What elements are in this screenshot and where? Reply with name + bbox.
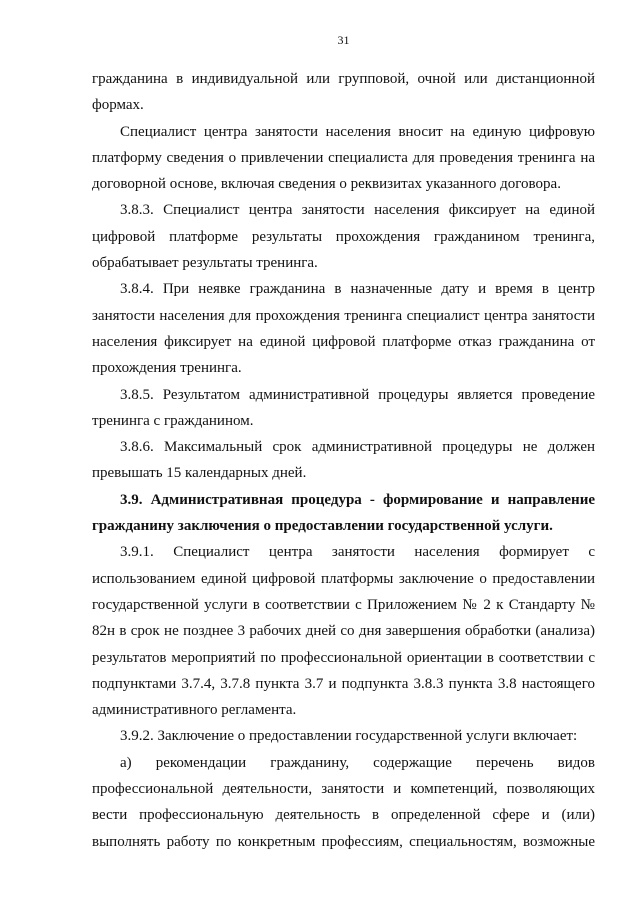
paragraph-3-8-3: 3.8.3. Специалист центра занятости населения фиксирует на единой цифровой платформе результаты прохождения гражданином тренинга, обрабатывает результаты тренинга. <box>92 202 595 272</box>
document-page <box>92 30 595 855</box>
paragraph-3-9-1: 3.9.1. Специалист центра занятости населения формирует с использованием единой цифровой платформы заключение о предоставлении государственной услуги в соответствии с Приложением № 2 к Стандарту № 82н в срок не позднее 3 рабочих дней со дня завершения обработки (анализа) результатов мероприятий по профессиональной ориентации в соответствии с подпунктами 3.7.4, 3.7.8 пункта 3.7 и подпункта 3.8.3 пункта 3.8 настоящего административного регламента. <box>92 544 595 719</box>
paragraph-3-9-2: 3.9.2. Заключение о предоставлении государственной услуги включает: <box>120 728 578 745</box>
paragraph-continuation: гражданина в индивидуальной или групповой, очной или дистанционной формах. <box>92 71 595 114</box>
paragraph-specialist-platform: Специалист центра занятости населения вносит на единую цифровую платформу сведения о привлечении специалиста для проведения тренинга на договорной основе, включая сведения о реквизитах указанного договора. <box>92 123 595 193</box>
page-number: 31 <box>337 33 350 47</box>
paragraph-item-a: а) рекомендации гражданину, содержащие перечень видов профессиональной деятельности, занятости и компетенций, позволяющих вести профессиональную деятельность в определенной сфере и (или) выполнять работу по конкретным профессиям, специальностям, возможные <box>92 754 595 850</box>
paragraph-3-8-4: 3.8.4. При неявке гражданина в назначенные дату и время в центр занятости населения для прохождения тренинга специалист центра занятости населения фиксирует на единой цифровой платформе отказ гражданина от прохождения тренинга. <box>92 281 595 377</box>
heading-3-9: 3.9. Административная процедура - формирование и направление гражданину заключения о предоставлении государственной услуги. <box>92 491 595 535</box>
paragraph-3-8-6: 3.8.6. Максимальный срок административной процедуры не должен превышать 15 календарных дней. <box>92 439 595 482</box>
paragraph-3-8-5: 3.8.5. Результатом административной процедуры является проведение тренинга с гражданином. <box>92 386 595 429</box>
